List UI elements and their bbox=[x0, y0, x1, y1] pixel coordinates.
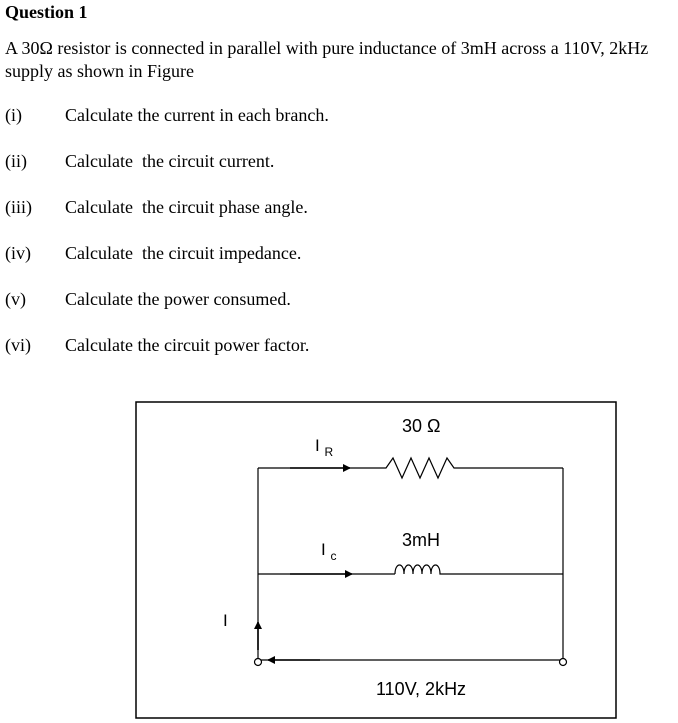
current-c-sub: c bbox=[330, 549, 337, 563]
item-number: (i) bbox=[5, 105, 22, 125]
item-text: Calculate the circuit current. bbox=[65, 151, 275, 171]
item-number: (vi) bbox=[5, 335, 31, 355]
item-number: (ii) bbox=[5, 151, 27, 171]
item-text: Calculate the circuit impedance. bbox=[65, 243, 302, 263]
supply-label: 110V, 2kHz bbox=[376, 679, 467, 699]
item-number: (iv) bbox=[5, 243, 31, 263]
current-c-main: I bbox=[321, 540, 326, 559]
current-r-sub: R bbox=[324, 445, 334, 459]
inductor-symbol bbox=[395, 565, 563, 574]
left-terminal bbox=[255, 659, 262, 666]
current-c-label bbox=[321, 540, 336, 563]
figure-frame bbox=[136, 402, 616, 718]
question-heading: Question 1 bbox=[5, 2, 88, 22]
question-intro: A 30Ω resistor is connected in parallel with pure inductance of 3mH across a 110V, 2kHz supply as shown in Figure bbox=[5, 38, 649, 81]
current-r-label bbox=[315, 436, 333, 459]
inductor-label: 3mH bbox=[402, 530, 441, 550]
item-text: Calculate the circuit power factor. bbox=[65, 335, 310, 355]
resistor-label: 30 Ω bbox=[402, 416, 441, 436]
item-text: Calculate the circuit phase angle. bbox=[65, 197, 308, 217]
item-text: Calculate the power consumed. bbox=[65, 289, 291, 309]
current-r-main: I bbox=[315, 436, 320, 455]
resistor-symbol bbox=[380, 458, 563, 478]
item-number: (v) bbox=[5, 289, 26, 309]
total-current-label: I bbox=[223, 611, 228, 630]
right-terminal bbox=[560, 659, 567, 666]
item-text: Calculate the current in each branch. bbox=[65, 105, 329, 125]
item-number: (iii) bbox=[5, 197, 32, 217]
